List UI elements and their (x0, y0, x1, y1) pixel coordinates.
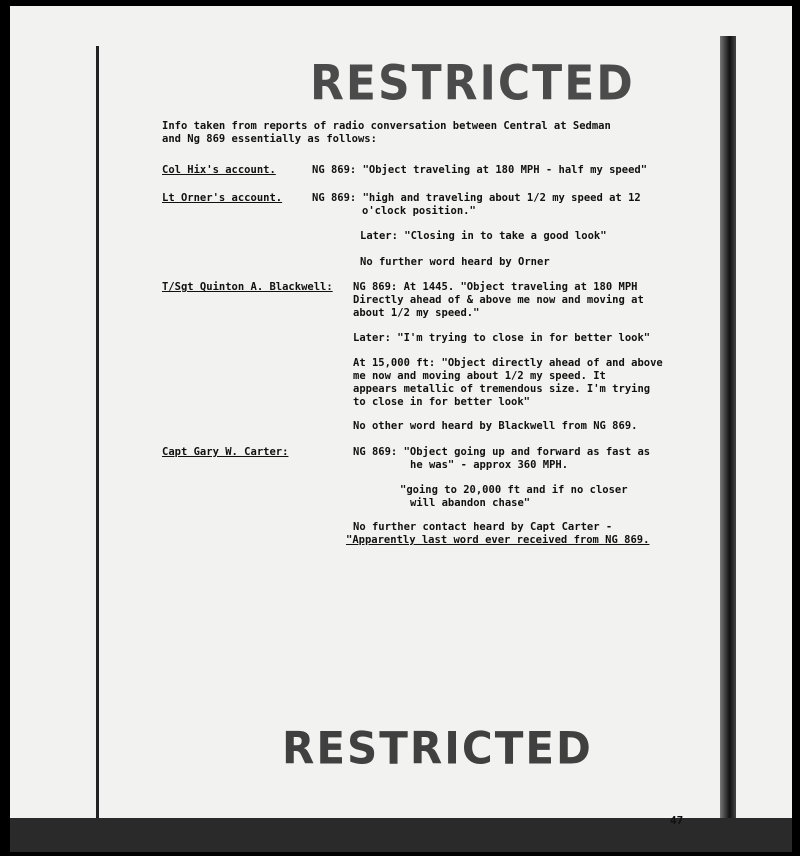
carter-going-line-1: "going to 20,000 ft and if no closer (400, 484, 628, 496)
scan-edge-left (96, 46, 99, 826)
col-hix-label: Col Hix's account. (162, 164, 276, 176)
blackwell-line-3: about 1/2 my speed." (353, 307, 480, 319)
page-number: 47 (670, 814, 684, 827)
carter-end-line-1: No further contact heard by Capt Carter - (353, 521, 613, 533)
blackwell-15k-line-3: appears metallic of tremendous size. I'm trying (353, 383, 651, 395)
blackwell-15k-line-2: me now and moving about 1/2 my speed. It (353, 370, 606, 382)
intro-line-1: Info taken from reports of radio conversation between Central at Sedman (162, 120, 611, 132)
blackwell-15k-line-1: At 15,000 ft: "Object directly ahead of and above (353, 357, 663, 369)
blackwell-label: T/Sgt Quinton A. Blackwell: (162, 281, 333, 293)
carter-line-1: NG 869: "Object going up and forward as fast as (353, 446, 651, 458)
lt-orner-line-2: o'clock position." (362, 205, 476, 217)
carter-going-line-2: will abandon chase" (410, 497, 531, 509)
lt-orner-line-1: NG 869: "high and traveling about 1/2 my speed at 12 (312, 192, 641, 204)
carter-label: Capt Gary W. Carter: (162, 446, 289, 458)
blackwell-15k-line-4: to close in for better look" (353, 396, 531, 408)
blackwell-line-1: NG 869: At 1445. "Object traveling at 180 MPH (353, 281, 638, 293)
scan-edge-right (720, 36, 736, 836)
blackwell-later: Later: "I'm trying to close in for better look" (353, 332, 651, 344)
restricted-stamp-top: RESTRICTED (310, 55, 635, 112)
lt-orner-end: No further word heard by Orner (360, 256, 550, 268)
lt-orner-later: Later: "Closing in to take a good look" (360, 230, 607, 242)
col-hix-text: NG 869: "Object traveling at 180 MPH - half my speed" (312, 164, 648, 176)
lt-orner-label: Lt Orner's account. (162, 192, 283, 204)
document-page (10, 6, 792, 852)
carter-line-2: he was" - approx 360 MPH. (410, 459, 569, 471)
blackwell-line-2: Directly ahead of & above me now and moving at (353, 294, 644, 306)
restricted-stamp-bottom: RESTRICTED (282, 722, 593, 775)
carter-end-line-2: "Apparently last word ever received from NG 869. (346, 534, 650, 546)
blackwell-end: No other word heard by Blackwell from NG 869. (353, 420, 638, 432)
intro-line-2: and Ng 869 essentially as follows: (162, 133, 377, 145)
